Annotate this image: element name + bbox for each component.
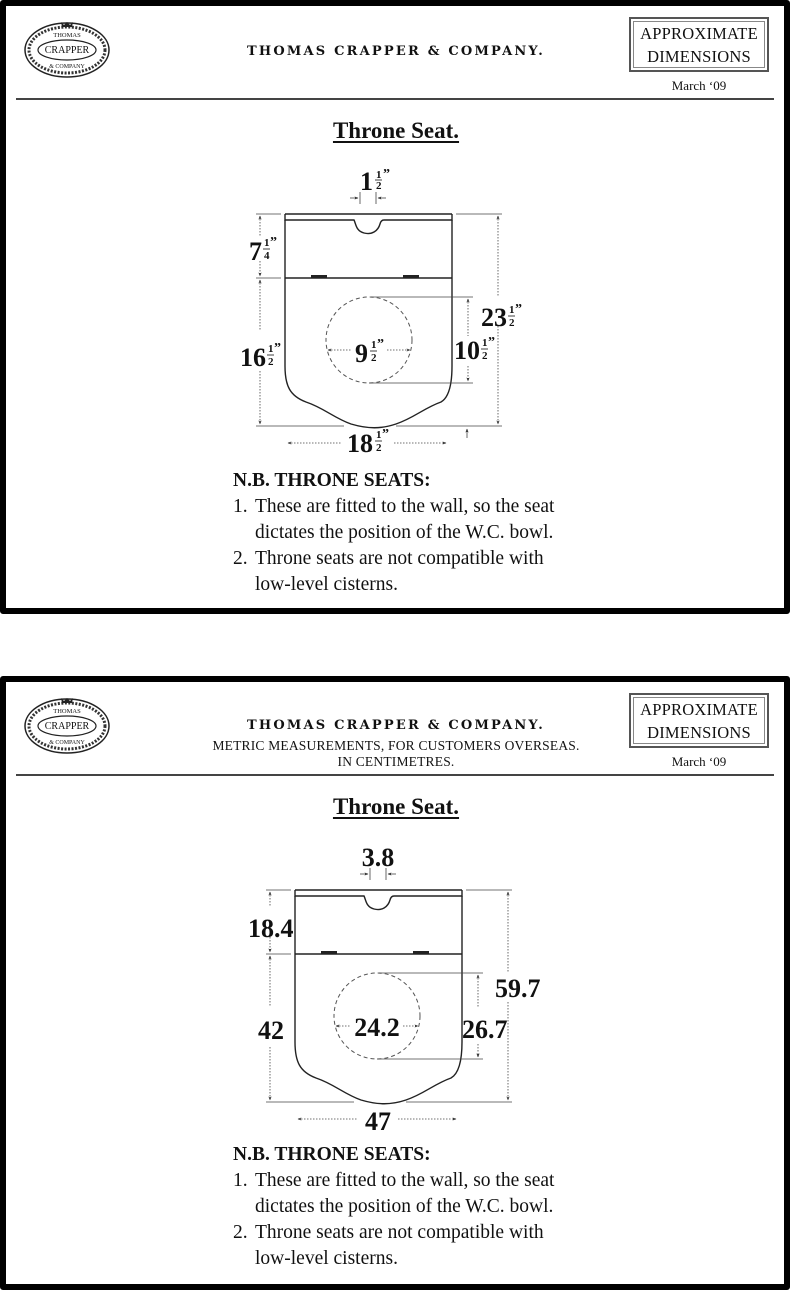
note-line: These are fitted to the wall, so the seat — [255, 1170, 555, 1191]
notes-section — [233, 1142, 615, 1272]
note-line: low-level cisterns. — [255, 1248, 398, 1269]
svg-text:9: 9 — [355, 339, 368, 368]
svg-text:”: ” — [515, 302, 522, 317]
note-number: 2. — [233, 1222, 248, 1243]
bowl-outline — [326, 297, 412, 383]
badge-line-1: APPROXIMATE — [640, 700, 758, 719]
svg-text:2: 2 — [482, 350, 488, 362]
svg-text:2: 2 — [371, 352, 377, 364]
svg-text:10: 10 — [454, 336, 480, 365]
note-line: Throne seats are not compatible with — [255, 548, 544, 569]
svg-text:1: 1 — [264, 237, 270, 249]
logo-text-top: THOMAS — [53, 708, 81, 715]
badge-line-2: DIMENSIONS — [647, 47, 751, 66]
svg-text:16: 16 — [240, 343, 266, 372]
note-line: dictates the position of the W.C. bowl. — [255, 522, 554, 543]
svg-text:23: 23 — [481, 303, 507, 332]
bowl-diameter-label — [355, 337, 384, 368]
note-line: dictates the position of the W.C. bowl. — [255, 1196, 554, 1217]
badge-line-1: APPROXIMATE — [640, 24, 758, 43]
svg-text:”: ” — [274, 341, 281, 356]
bowl-offset-height-label: 26.7 — [462, 1015, 508, 1044]
note-number: 1. — [233, 1170, 248, 1191]
crapper-logo-icon — [23, 694, 111, 756]
note-item — [233, 1220, 615, 1272]
logo-text-bottom: & COMPANY — [49, 740, 85, 746]
header-divider — [16, 98, 774, 100]
svg-text:1: 1 — [371, 339, 377, 351]
svg-text:”: ” — [488, 335, 495, 350]
throne-seat-diagram — [226, 156, 546, 456]
svg-text:1: 1 — [482, 337, 488, 349]
note-item — [233, 494, 615, 546]
imperial-dimensions-panel — [0, 0, 790, 614]
bowl-offset-height-label — [454, 335, 495, 365]
svg-text:1: 1 — [376, 169, 382, 181]
overall-width-label: 47 — [365, 1107, 391, 1132]
svg-text:”: ” — [377, 337, 384, 352]
badge-line-2: DIMENSIONS — [647, 723, 751, 742]
logo-text-top: THOMAS — [53, 32, 81, 39]
note-item — [233, 546, 615, 598]
svg-text:2: 2 — [376, 442, 382, 454]
notes-heading: N.B. THRONE SEATS: — [233, 470, 431, 491]
svg-text:2: 2 — [268, 356, 274, 368]
approximate-dimensions-badge — [629, 17, 769, 72]
logo-text-middle: CRAPPER — [44, 45, 90, 56]
note-line: low-level cisterns. — [255, 574, 398, 595]
top-section-height-label — [249, 235, 277, 266]
seat-outline — [285, 214, 452, 428]
svg-text:”: ” — [382, 427, 389, 442]
subtitle-line-2: IN CENTIMETRES. — [337, 754, 455, 769]
svg-text:18: 18 — [347, 429, 373, 456]
overall-width-label — [347, 427, 389, 456]
logo-text-bottom: & COMPANY — [49, 64, 85, 70]
svg-text:1: 1 — [360, 167, 373, 196]
page-title: Throne Seat. — [332, 118, 460, 143]
lower-section-height-label: 42 — [258, 1016, 284, 1045]
notch-width-label — [360, 167, 390, 196]
notch-width-label: 3.8 — [361, 843, 395, 872]
top-section-height-label: 18.4 — [248, 914, 294, 943]
bowl-diameter-label: 24.2 — [354, 1013, 400, 1042]
notes-heading: N.B. THRONE SEATS: — [233, 1144, 431, 1165]
company-name: THOMAS CRAPPER & COMPANY. — [247, 44, 545, 59]
company-name: THOMAS CRAPPER & COMPANY. — [247, 718, 545, 733]
date-label: March ‘09 — [671, 754, 727, 769]
overall-height-label: 59.7 — [495, 974, 541, 1003]
svg-text:1: 1 — [268, 343, 274, 355]
note-line: These are fitted to the wall, so the seat — [255, 496, 555, 517]
metric-dimensions-panel — [0, 676, 790, 1290]
date-label: March ‘09 — [671, 78, 727, 93]
note-number: 2. — [233, 548, 248, 569]
throne-seat-diagram — [236, 832, 556, 1132]
subtitle-line-1: METRIC MEASUREMENTS, FOR CUSTOMERS OVERSEAS. — [212, 738, 580, 753]
approximate-dimensions-badge — [629, 693, 769, 748]
notes-section — [233, 468, 615, 598]
svg-text:”: ” — [270, 235, 277, 250]
svg-text:2: 2 — [376, 180, 382, 192]
svg-text:4: 4 — [264, 250, 270, 262]
svg-text:1: 1 — [509, 304, 515, 316]
note-line: Throne seats are not compatible with — [255, 1222, 544, 1243]
note-item — [233, 1168, 615, 1220]
svg-text:”: ” — [383, 167, 390, 182]
svg-text:7: 7 — [249, 237, 262, 266]
logo-text-middle: CRAPPER — [44, 721, 90, 732]
metric-subtitle — [136, 738, 656, 770]
lower-section-height-label — [240, 341, 281, 372]
crapper-logo-icon — [23, 18, 111, 80]
seat-outline — [295, 890, 462, 1104]
note-number: 1. — [233, 496, 248, 517]
overall-height-label — [481, 302, 522, 332]
svg-text:2: 2 — [509, 317, 515, 329]
svg-text:1: 1 — [376, 429, 382, 441]
page-title: Throne Seat. — [332, 794, 460, 819]
header-divider — [16, 774, 774, 776]
